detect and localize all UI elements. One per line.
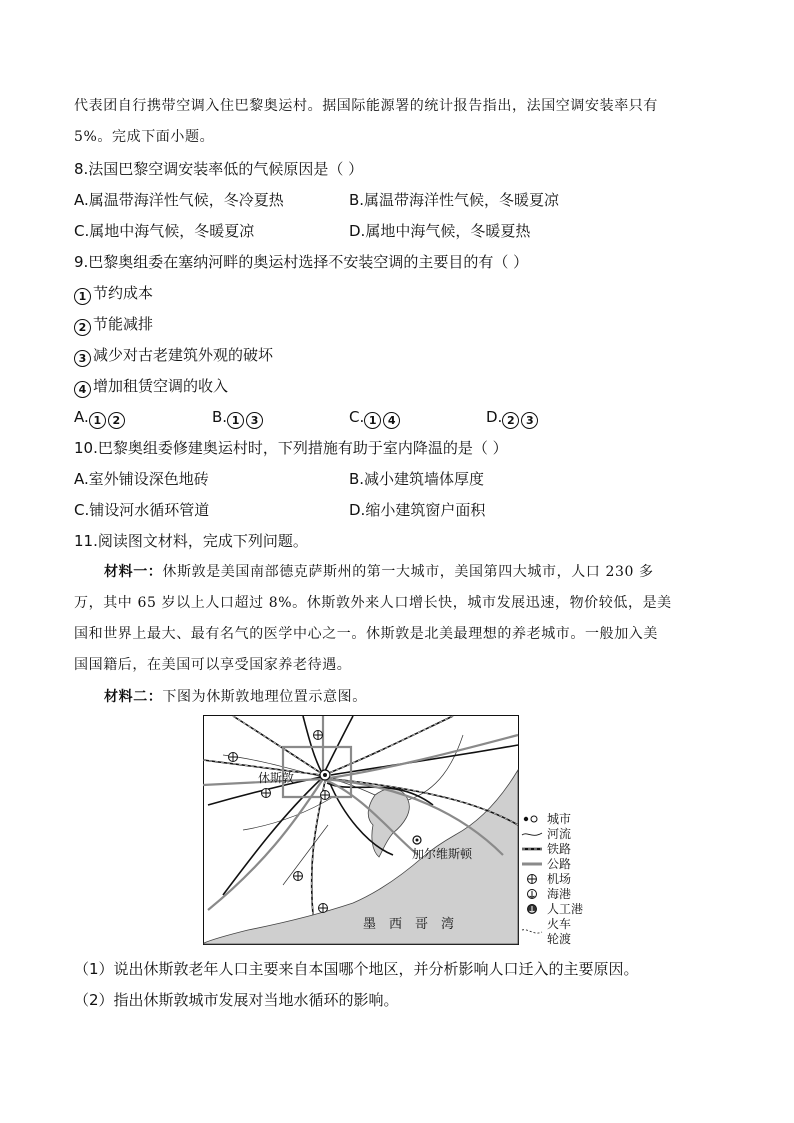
circled-number: 3 — [74, 350, 91, 367]
legend-item-airport — [528, 871, 572, 886]
q8-option-a: A.属温带海洋性气候，冬冷夏热 — [74, 191, 284, 209]
q10-option-d: D.缩小建筑窗户面积 — [349, 501, 486, 519]
q9-option-c — [349, 406, 402, 429]
airport-icon — [528, 875, 537, 884]
q8-stem: 8.法国巴黎空调安装率低的气候原因是（ ） — [74, 160, 364, 178]
circled-number: 2 — [74, 319, 91, 336]
airport-icon — [321, 791, 330, 800]
q9-item-4 — [74, 375, 228, 398]
option-letter: C. — [349, 408, 365, 426]
circled-number: 3 — [246, 412, 263, 429]
city-ring-icon — [531, 816, 537, 822]
material-2-line — [104, 686, 367, 708]
map-legend-panel — [520, 812, 592, 952]
q11-sub-2: （2）指出休斯敦城市发展对当地水循环的影响。 — [74, 991, 399, 1009]
intro-line-1: 代表团自行携带空调入住巴黎奥运村。据国际能源署的统计报告指出，法国空调安装率只有 — [74, 98, 658, 114]
q9-option-b — [212, 406, 265, 429]
airport-icon — [314, 731, 323, 740]
legend-item-city — [524, 812, 571, 826]
legend-label-line1: 火车 — [547, 917, 572, 931]
circled-number: 1 — [227, 412, 244, 429]
material-1-label: 材料一： — [104, 564, 163, 580]
legend-label: 机场 — [547, 872, 572, 886]
circled-number: 1 — [364, 412, 381, 429]
airport-icon — [262, 789, 271, 798]
legend-item-train-ferry — [522, 916, 571, 946]
airport-icon — [229, 753, 238, 762]
city-galveston-marker — [413, 836, 421, 844]
circled-number: 3 — [521, 412, 538, 429]
q8-option-c: C.属地中海气候，冬暖夏凉 — [74, 222, 255, 240]
circled-number: 4 — [383, 412, 400, 429]
airport-icon — [294, 872, 303, 881]
city-houston-marker — [320, 770, 330, 780]
q8-option-d: D.属地中海气候，冬暖夏热 — [349, 222, 531, 240]
anchor-icon — [528, 890, 537, 899]
legend-item-seaport — [528, 886, 572, 901]
houston-location-map — [203, 715, 519, 945]
q9-item-text: 节约成本 — [93, 284, 154, 302]
intro-line-2: 5%。完成下面小题。 — [74, 129, 215, 145]
legend-label: 铁路 — [547, 842, 572, 856]
legend-item-river — [522, 826, 571, 841]
material-1-line-1 — [104, 561, 654, 583]
q10-option-c: C.铺设河水循环管道 — [74, 501, 210, 519]
q8-option-b: B.属温带海洋性气候，冬暖夏凉 — [349, 191, 560, 209]
option-letter: A. — [74, 408, 89, 426]
q10-option-b: B.减小建筑墙体厚度 — [349, 470, 485, 488]
option-letter: D. — [486, 408, 503, 426]
circled-number: 2 — [502, 412, 519, 429]
material-2-label: 材料二： — [104, 689, 163, 705]
material-1-text: 休斯敦是美国南部德克萨斯州的第一大城市，美国第四大城市，人口 230 多 — [162, 564, 654, 580]
material-2-text: 下图为休斯敦地理位置示意图。 — [162, 689, 367, 705]
q9-item-2 — [74, 313, 153, 336]
q9-item-text: 减少对古老建筑外观的破坏 — [93, 346, 274, 364]
material-1-line-3: 国和世界上最大、最有名气的医学中心之一。休斯敦是北美最理想的养老城市。一般加入美 — [74, 626, 658, 642]
q10-stem: 10.巴黎奥组委修建奥运村时，下列措施有助于室内降温的是（ ） — [74, 439, 508, 457]
option-letter: B. — [212, 408, 228, 426]
train-ferry-icon — [522, 930, 542, 933]
q9-item-3 — [74, 344, 273, 367]
legend-item-railway — [522, 841, 571, 856]
q9-stem: 9.巴黎奥组委在塞纳河畔的奥运村选择不安装空调的主要目的有（ ） — [74, 253, 529, 271]
gulf-of-mexico-label: 墨 西 哥 湾 — [363, 916, 455, 931]
q9-item-text: 节能减排 — [93, 315, 154, 333]
legend-label: 河流 — [547, 827, 572, 841]
q11-stem: 11.阅读图文材料，完成下列问题。 — [74, 532, 308, 550]
legend-label-line2: 轮渡 — [547, 932, 572, 946]
legend-item-highway — [522, 857, 571, 871]
artificial-port-icon — [528, 905, 537, 914]
city-galveston-label: 加尔维斯顿 — [412, 847, 473, 861]
q9-option-a — [74, 406, 127, 429]
legend-label: 海港 — [547, 887, 572, 901]
material-1-line-2: 万，其中 65 岁以上人口超过 8%。休斯敦外来人口增长快，城市发展迅速，物价较低，是美 — [74, 595, 672, 611]
legend-label: 人工港 — [547, 902, 584, 916]
material-1-line-4: 国国籍后，在美国可以享受国家养老待遇。 — [74, 657, 352, 673]
circled-number: 4 — [74, 381, 91, 398]
legend-label: 公路 — [547, 857, 572, 871]
q10-option-a: A.室外铺设深色地砖 — [74, 470, 209, 488]
legend-item-artificial-port — [528, 901, 584, 916]
city-dot-icon — [524, 817, 528, 821]
q9-option-d — [486, 406, 540, 429]
river-icon — [522, 833, 542, 835]
circled-number: 1 — [74, 288, 91, 305]
circled-number: 2 — [108, 412, 125, 429]
airport-icon — [319, 904, 328, 913]
circled-number: 1 — [89, 412, 106, 429]
q9-item-1 — [74, 282, 153, 305]
q9-item-text: 增加租赁空调的收入 — [93, 377, 229, 395]
q11-sub-1: （1）说出休斯敦老年人口主要来自本国哪个地区，并分析影响人口迁入的主要原因。 — [74, 960, 639, 978]
legend-label: 城市 — [547, 812, 572, 826]
city-houston-label: 休斯敦 — [258, 771, 295, 785]
